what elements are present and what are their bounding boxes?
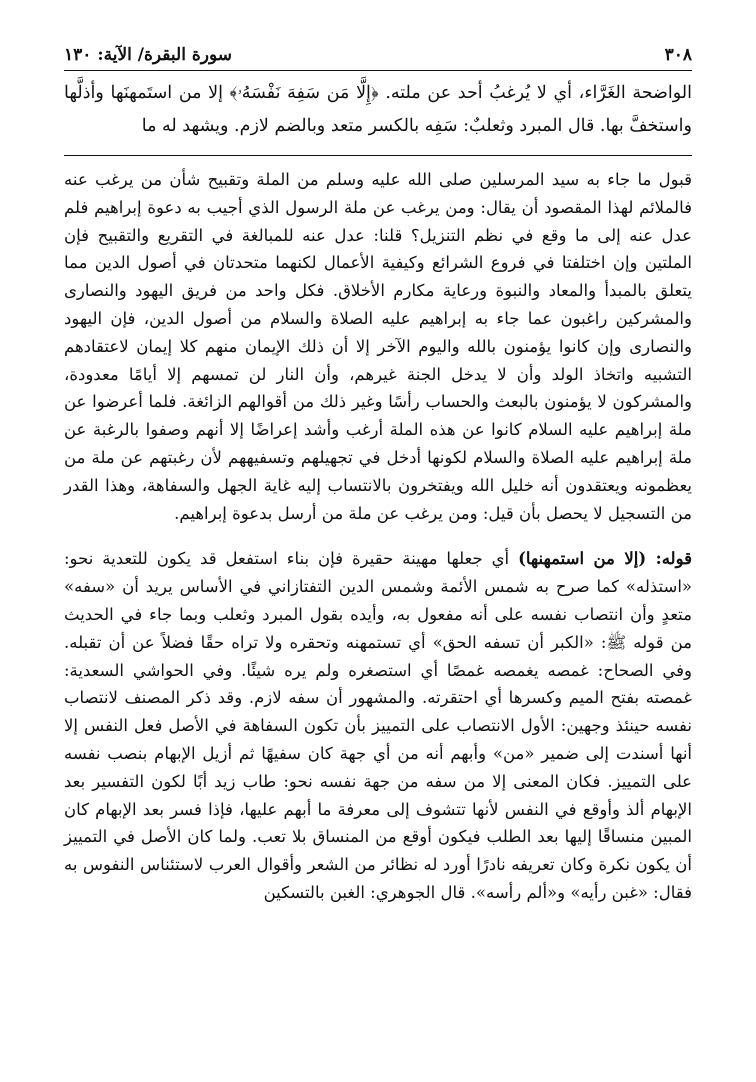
commentary (64, 166, 692, 907)
section-divider (64, 155, 692, 156)
main-text (64, 77, 692, 143)
book-page (64, 40, 692, 907)
paragraph-gap (64, 527, 692, 545)
running-title: سورة البقرة/ الآية: ١٣٠ (64, 45, 232, 65)
main-text-paragraph: الواضحة الغَرَّاء، أي لا يُرغبُ أحد عن ملته. ﴿إِلَّا مَن سَفِهَ نَفْسَهُۥ﴾ إلا من استَمهنَها وأذلَّها واستخفَّ بها. قال المبرد وثعلبٌ: سَفِه بالكسر متعد وبالضم لازم. ويشهد له ما (64, 83, 692, 136)
commentary-body: أي جعلها مهينة حقيرة فإن بناء استفعل قد يكون للتعدية نحو: «استذله» كما صرح به شمس الأئمة وشمس الدين التفتازاني في الأساس يريد أن «سفه» متعدٍ وأن انتصاب نفسه على أنه مفعول به، وأيده بقول المبرد وثعلب وبما جاء في الحديث من قوله ﷺ: «الكبر أن تسفه الحق» أي تستمهنه وتحقره ولا تراه حقًا فضلاً عن أن تقبله. وفي الصحاح: غمصه يغمصه غمصًا أي استصغره ولم يره شيئًا. وفي الحواشي السعدية: غمصته بفتح الميم وكسرها أي احتقرته. والمشهور أن سفه لازم. وقد ذكر المصنف لانتصاب نفسه حينئذ وجهين: الأول الانتصاب على التمييز بأن تكون السفاهة في الأصل فعل النفس إلا أنها أسندت إلى ضمير «من» وأبهم أنه من أي جهة كان سفيهًا ثم أزيل الإبهام بنصب نفسه على التمييز. فكان المعنى إلا من سفه من جهة نفسه نحو: طاب زيد أبًا لكون التفسير بعد الإبهام ألذ وأوقع في النفس لأنها تتشوف إلى معرفة ما أبهم عليها، فإذا فسر بعد الإبهام كان المبين منساقًا إليها بعد الطلب فيكون أوقع من المنساق بلا تعب. ولما كان الأصل في التمييز أن يكون نكرة وكان تعريفه نادرًا أورد له نظائر من الشعر وأقوال العرب لاستئناس النفوس به فقال: «غبن رأيه» و«ألم رأسه». قال الجوهري: الغبن بالتسكين (64, 549, 692, 902)
page-number: ٣٠٨ (664, 45, 692, 65)
commentary-paragraph-2 (64, 545, 692, 906)
commentary-lead: قوله: (إلا من استمهنها) (518, 549, 692, 569)
page-header (64, 40, 692, 71)
commentary-paragraph-1: قبول ما جاء به سيد المرسلين صلى الله عليه وسلم من الملة وتقبيح شأن من يرغب عنه فالملائم لهذا المقصود أن يقال: ومن يرغب عن ملة الرسول الذي أجيب به دعوة إبراهيم فلم عدل عنه إلى ما وقع في نظم التنزيل؟ قلنا: عدل عنه للمبالغة في التقريع والتقبيح فإن الملتين وإن اختلفتا في فروع الشرائع وكيفية الأعمال لكنهما متحدتان في أصول الدين مما يتعلق بالمبدأ والمعاد والنبوة ورعاية مكارم الأخلاق. فكل واحد من فريق اليهود والنصارى والمشركين راغبون عما جاء به إبراهيم عليه الصلاة والسلام من أصول الدين، فإن اليهود والنصارى وإن كانوا يؤمنون بالله واليوم الآخر إلا أن ذلك الإيمان منهم كلا إيمان لاعتقادهم التشبيه واتخاذ الولد وأن لا يدخل الجنة غيرهم، وأن النار لن تمسهم إلا أيامًا معدودة، والمشركون لا يؤمنون بالبعث والحساب رأسًا وغير ذلك من أقوالهم الزائغة. فلما أعرضوا عن ملة إبراهيم عليه السلام كانوا عن هذه الملة أرغب وأشد إعراضًا إلا أنهم وصفوا بالرغبة عن ملة إبراهيم عليه الصلاة والسلام لكونها أدخل في تجهيلهم وتسفيههم لأن رغبتهم عن ملة من يعظمونه ويعتقدون أنه خليل الله ويفتخرون بالانتساب إليه غاية الجهل والسفاهة، وهذا القدر من التسجيل لا يحصل بأن قيل: ومن يرغب عن ملة من أرسل بدعوة إبراهيم. (64, 170, 692, 523)
